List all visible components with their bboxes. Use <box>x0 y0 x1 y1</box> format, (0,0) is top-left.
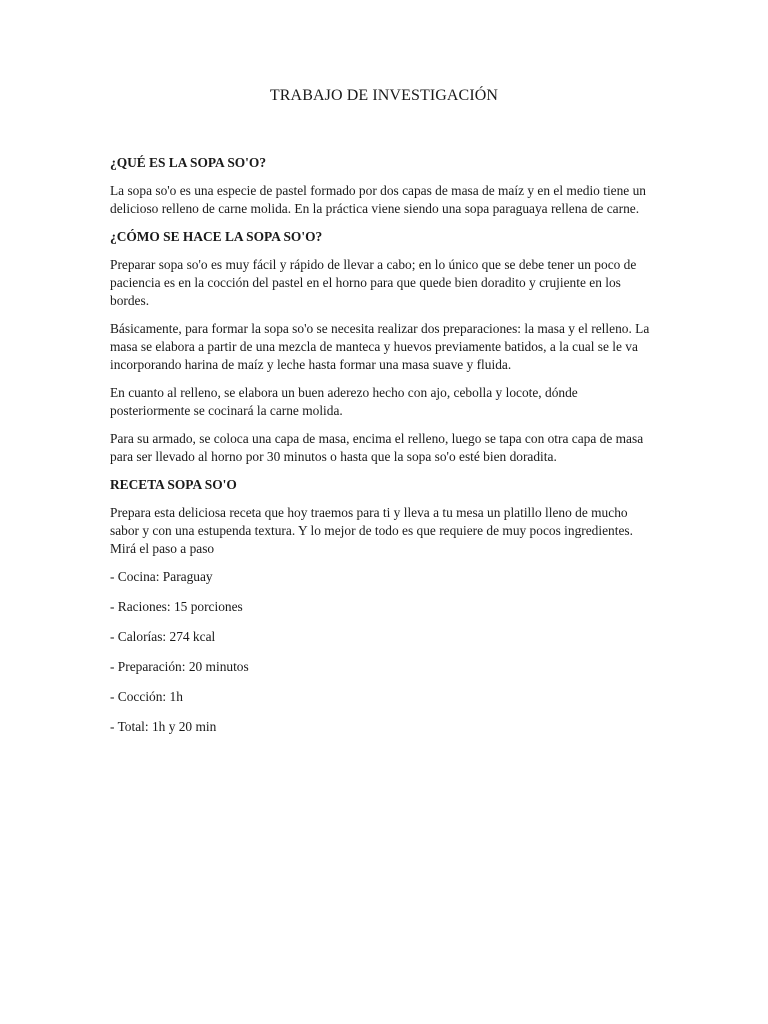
section-recipe <box>110 476 658 558</box>
section-heading: ¿CÓMO SE HACE LA SOPA SO'O? <box>110 229 323 244</box>
spec-cuisine: - Cocina: Paraguay <box>110 569 213 584</box>
spec-servings: - Raciones: 15 porciones <box>110 599 243 614</box>
document-body <box>110 86 658 748</box>
spec-prep-time: - Preparación: 20 minutos <box>110 659 249 674</box>
paragraph: En cuanto al relleno, se elabora un buen aderezo hecho con ajo, cebolla y locote, dónde posteriormente se cocinará la carne molida. <box>110 385 578 418</box>
section-what-is <box>110 154 658 218</box>
paragraph: Prepara esta deliciosa receta que hoy traemos para ti y lleva a tu mesa un platillo lleno de mucho sabor y con una estupenda textura. Y lo mejor de todo es que requiere de muy pocos ingredientes. Mirá el paso a paso <box>110 505 633 556</box>
spec-calories: - Calorías: 274 kcal <box>110 629 216 644</box>
spec-total-time: - Total: 1h y 20 min <box>110 719 217 734</box>
section-heading: RECETA SOPA SO'O <box>110 477 237 492</box>
section-how-to <box>110 228 658 466</box>
section-heading: ¿QUÉ ES LA SOPA SO'O? <box>110 155 267 170</box>
document-title: TRABAJO DE INVESTIGACIÓN <box>269 87 499 104</box>
paragraph: Básicamente, para formar la sopa so'o se necesita realizar dos preparaciones: la masa y el relleno. La masa se elabora a partir de una mezcla de manteca y huevos previamente batidos, a la cual se le va incorporando harina de maíz y leche hasta formar una masa suave y fluida. <box>110 321 650 372</box>
paragraph: Para su armado, se coloca una capa de masa, encima el relleno, luego se tapa con otra capa de masa para ser llevado al horno por 30 minutos o hasta que la sopa so'o esté bien doradita. <box>110 431 644 464</box>
paragraph: Preparar sopa so'o es muy fácil y rápido de llevar a cabo; en lo único que se debe tener un poco de paciencia es en la cocción del pastel en el horno para que quede bien doradito y crujiente en los bordes. <box>110 257 637 308</box>
spec-cook-time: - Cocción: 1h <box>110 689 183 704</box>
recipe-specs <box>110 568 658 736</box>
paragraph: La sopa so'o es una especie de pastel formado por dos capas de masa de maíz y en el medio tiene un delicioso relleno de carne molida. En la práctica viene siendo una sopa paraguaya rellena de carne. <box>110 183 646 216</box>
